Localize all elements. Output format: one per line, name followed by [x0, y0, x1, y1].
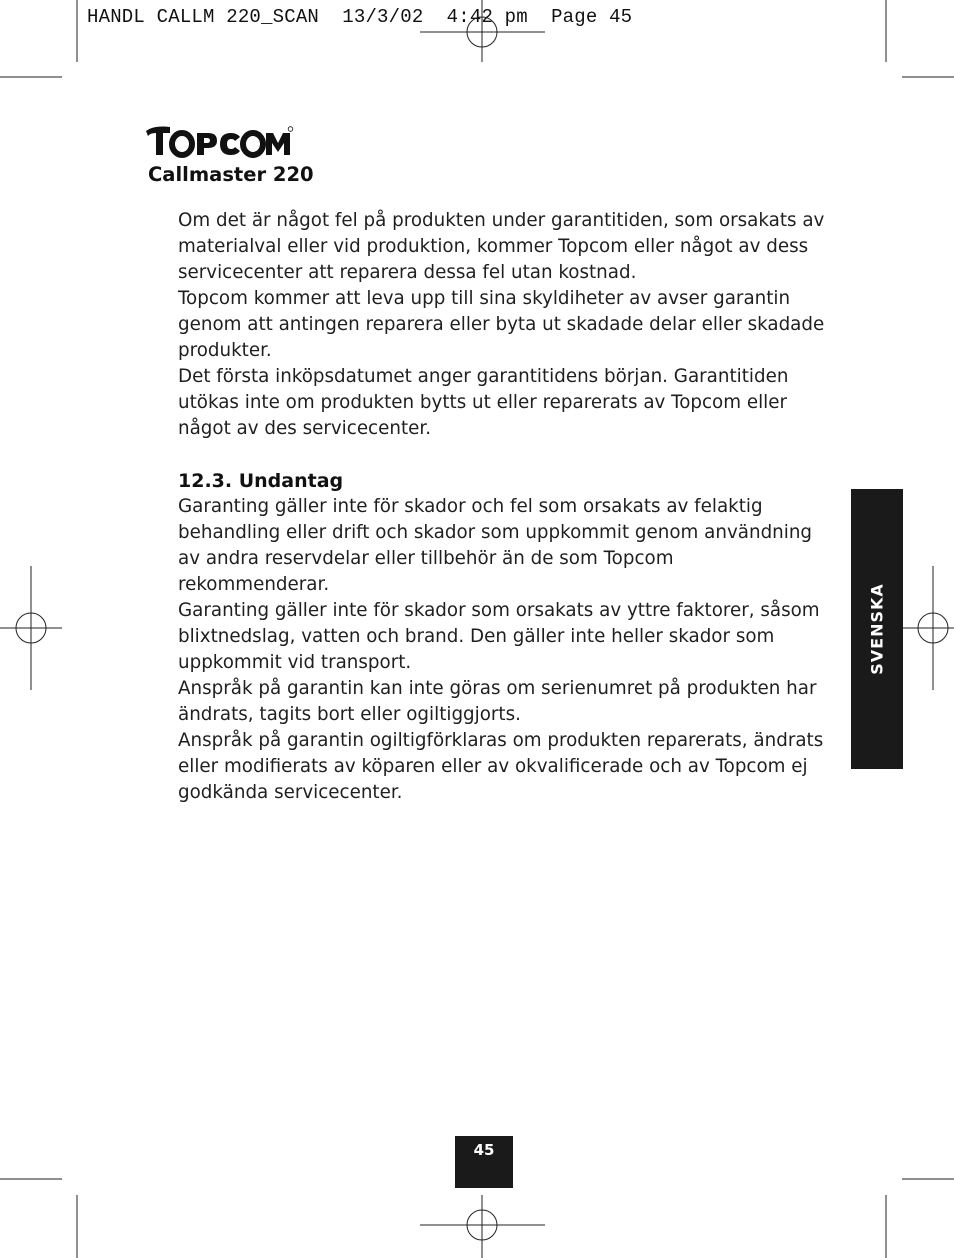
page-number: 45 — [473, 1141, 495, 1159]
topcom-logo — [144, 124, 294, 158]
section-paragraph: Anspråk på garantin kan inte göras om serienumret på produkten har ändrats, tagits bort eller ogiltiggjorts. — [178, 678, 817, 725]
warranty-content — [178, 208, 828, 806]
intro-paragraph: Topcom kommer att leva upp till sina skyldiheter av avser garantin genom att antingen reparera eller byta ut skadade delar eller skadade produkter. — [178, 288, 825, 361]
section-paragraph: Garanting gäller inte för skador som orsakats av yttre faktorer, såsom blixtnedslag, vatten och brand. Den gäller inte heller skador som uppkommit vid transport. — [178, 600, 820, 673]
product-model-title: Callmaster 220 — [148, 163, 314, 186]
section-paragraph: Anspråk på garantin ogiltigförklaras om produkten reparerats, ändrats eller modifierats av köparen eller av okvalificerade och av Topcom ej godkända servicecenter. — [178, 730, 824, 803]
section-heading: 12.3. Undantag — [178, 470, 344, 492]
print-slug: HANDL CALLM 220_SCAN 13/3/02 4:42 pm Page 45 — [87, 6, 633, 28]
language-tab-label: SVENSKA — [867, 583, 887, 675]
intro-paragraph: Det första inköpsdatumet anger garantitidens början. Garantitiden utökas inte om produkten bytts ut eller reparerats av Topcom eller något av des servicecenter. — [178, 366, 789, 439]
language-tab — [851, 489, 903, 769]
page-number-box — [455, 1136, 513, 1188]
intro-paragraph: Om det är något fel på produkten under garantitiden, som orsakats av materialval eller vid produktion, kommer Topcom eller något av dess servicecenter att reparera dessa fel utan kostnad. — [178, 210, 825, 283]
section-paragraph: Garanting gäller inte för skador och fel som orsakats av felaktig behandling eller drift och skador som uppkommit genom användning av andra reservdelar eller tillbehör än de som Topcom rekommenderar. — [178, 496, 813, 595]
paragraph-spacer — [178, 442, 828, 468]
